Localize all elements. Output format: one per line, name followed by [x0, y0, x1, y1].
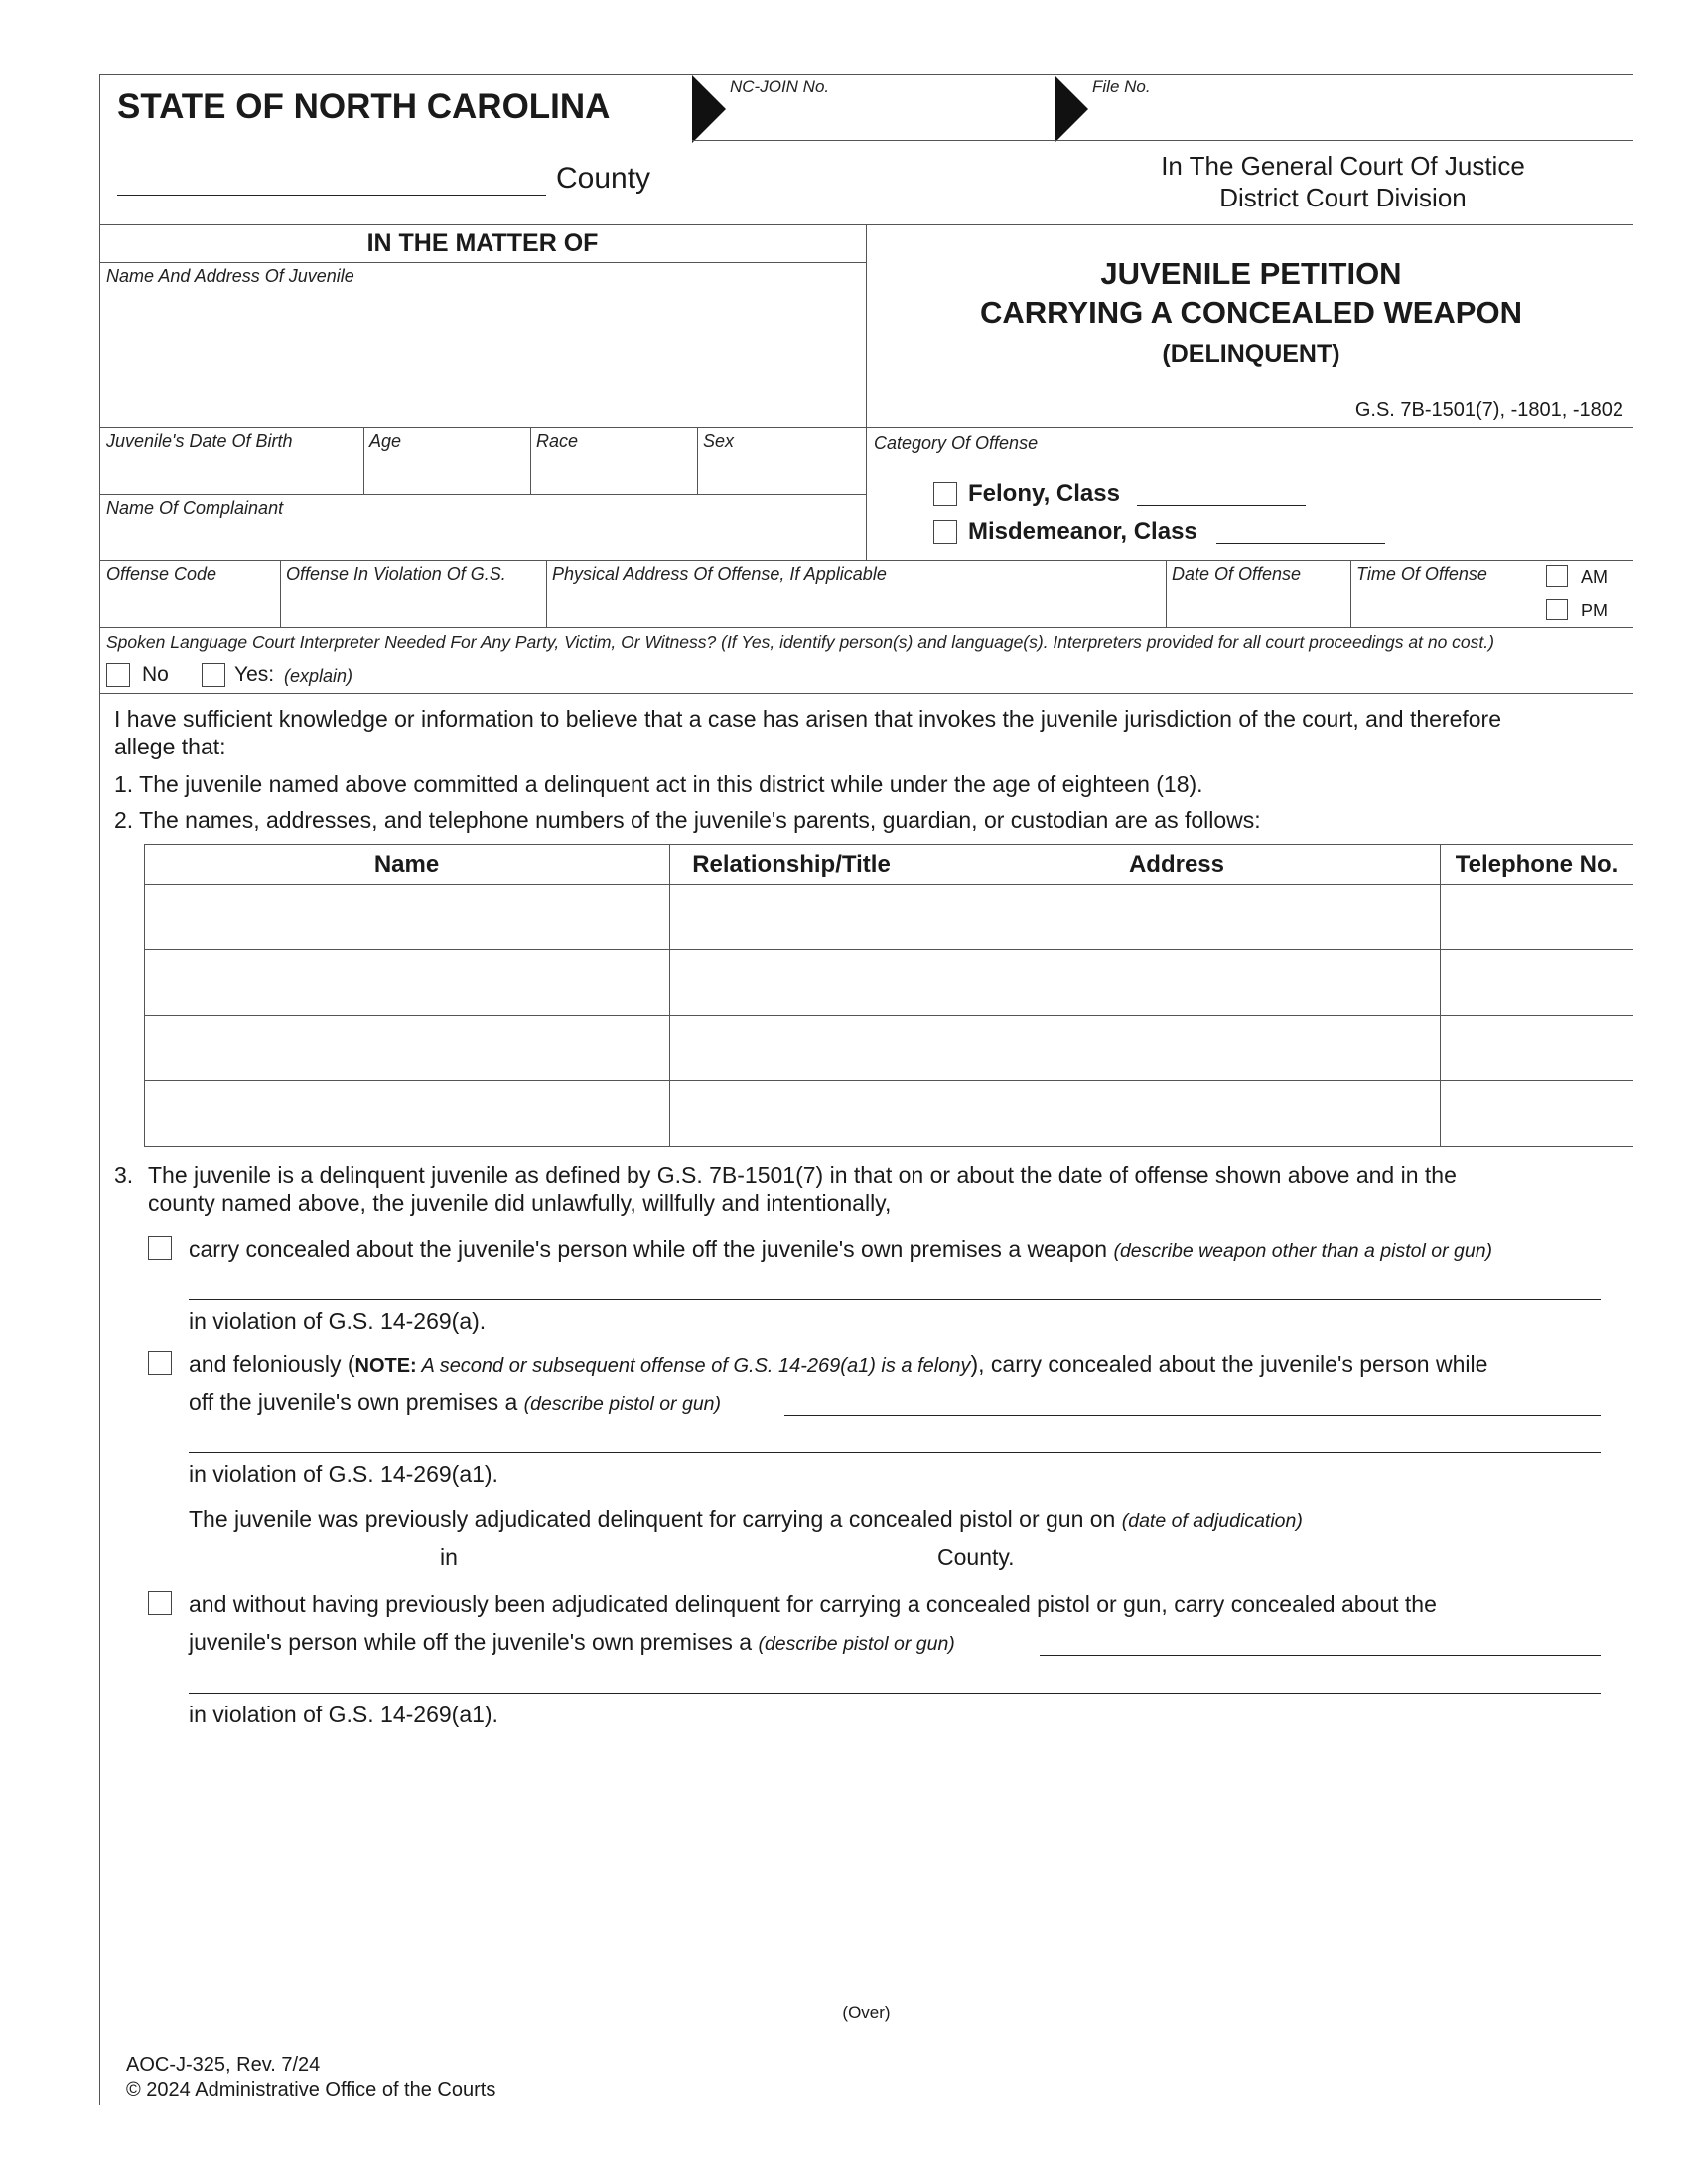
- offense-code-label: Offense Code: [106, 564, 217, 584]
- option-first-offense-checkbox[interactable]: [148, 1591, 172, 1615]
- table-rule: [144, 844, 1633, 845]
- over-indicator: (Over): [842, 2003, 891, 2022]
- prior-county-label: County.: [937, 1544, 1015, 1570]
- table-cell-telephone[interactable]: [1447, 1086, 1628, 1142]
- rule: [99, 494, 866, 495]
- table-cell-relationship[interactable]: [676, 889, 907, 945]
- option-first-offense-hint: (describe pistol or gun): [758, 1633, 955, 1655]
- first-offense-pistol-description-field-2[interactable]: [189, 1693, 1601, 1694]
- table-cell-address[interactable]: [920, 1021, 1433, 1076]
- table-rule: [669, 844, 670, 1146]
- option-first-offense-line1: and without having previously been adjudicated delinquent for carrying a concealed pistol or gun, carry concealed about the: [189, 1591, 1437, 1617]
- table-cell-relationship[interactable]: [676, 955, 907, 1011]
- option-first-offense-line2: juvenile's person while off the juvenile's own premises a (describe pistol or gun): [189, 1629, 955, 1655]
- table-rule: [1440, 844, 1441, 1146]
- misdemeanor-checkbox[interactable]: [933, 520, 957, 544]
- option-first-offense-violation: in violation of G.S. 14-269(a1).: [189, 1702, 498, 1727]
- pm-label: PM: [1581, 601, 1608, 620]
- top-rule: [99, 74, 1633, 75]
- sex-field[interactable]: [703, 453, 862, 490]
- court-line1: In The General Court Of Justice: [1161, 151, 1525, 181]
- category-label: Category Of Offense: [874, 433, 1039, 453]
- option-felonious-hint: (describe pistol or gun): [523, 1393, 721, 1415]
- complainant-field[interactable]: [106, 520, 861, 556]
- form-title-line2: CARRYING A CONCEALED WEAPON: [980, 295, 1522, 330]
- court-line2: District Court Division: [1219, 183, 1467, 212]
- nc-join-arrow-icon: [692, 75, 726, 143]
- prior-in-label: in: [440, 1544, 458, 1570]
- pm-checkbox[interactable]: [1546, 599, 1568, 620]
- am-checkbox[interactable]: [1546, 565, 1568, 587]
- allegation-1: 1. The juvenile named above committed a delinquent act in this district while under the age of eighteen (18).: [114, 771, 1203, 797]
- divider: [697, 427, 698, 494]
- table-rule: [144, 1080, 1633, 1081]
- interpreter-question: Spoken Language Court Interpreter Needed For Any Party, Victim, Or Witness? (If Yes, identify person(s) and language(s). Interpreters provided for all court proceedings at no cost.): [106, 632, 1494, 652]
- age-label: Age: [369, 431, 402, 451]
- offense-time-field[interactable]: [1356, 588, 1535, 621]
- table-rule: [144, 844, 145, 1146]
- file-no-label: File No.: [1092, 77, 1151, 96]
- rule: [99, 693, 1633, 694]
- divider: [280, 560, 281, 627]
- table-cell-address[interactable]: [920, 1086, 1433, 1142]
- rule: [99, 560, 1633, 561]
- felony-class-field[interactable]: [1137, 505, 1306, 506]
- table-rule: [144, 949, 1633, 950]
- intro-line1: I have sufficient knowledge or information to believe that a case has arisen that invokes the juvenile jurisdiction of the court, and therefore: [114, 706, 1502, 732]
- table-cell-telephone[interactable]: [1447, 1021, 1628, 1076]
- table-rule: [144, 1146, 1633, 1147]
- column-header-address: Address: [1128, 851, 1225, 878]
- note-label: NOTE:: [354, 1355, 417, 1377]
- misdemeanor-class-field[interactable]: [1216, 543, 1385, 544]
- allegation-2: 2. The names, addresses, and telephone numbers of the juvenile's parents, guardian, or custodian are as follows:: [114, 807, 1261, 833]
- table-cell-relationship[interactable]: [676, 1086, 907, 1142]
- offense-time-label: Time Of Offense: [1356, 564, 1487, 584]
- table-cell-name[interactable]: [151, 1021, 662, 1076]
- age-field[interactable]: [369, 453, 526, 490]
- table-cell-name[interactable]: [151, 889, 662, 945]
- am-label: AM: [1581, 567, 1608, 587]
- allegation-3-line2: county named above, the juvenile did unlawfully, willfully and intentionally,: [148, 1190, 892, 1216]
- form-title-line3: (DELINQUENT): [1162, 341, 1340, 368]
- felony-checkbox[interactable]: [933, 482, 957, 506]
- option-weapon-hint: (describe weapon other than a pistol or gun): [1113, 1240, 1493, 1262]
- offense-gs-field[interactable]: [286, 588, 542, 621]
- matter-heading: IN THE MATTER OF: [366, 229, 599, 257]
- offense-date-label: Date Of Offense: [1172, 564, 1302, 584]
- table-rule: [144, 884, 1633, 885]
- dob-label: Juvenile's Date Of Birth: [106, 431, 293, 451]
- felonious-pistol-description-field-2[interactable]: [189, 1452, 1601, 1453]
- table-cell-name[interactable]: [151, 955, 662, 1011]
- divider: [1350, 560, 1351, 627]
- race-label: Race: [536, 431, 579, 451]
- allegation-3-line1: The juvenile is a delinquent juvenile as defined by G.S. 7B-1501(7) in that on or about the date of offense shown above and in the: [148, 1162, 1457, 1188]
- complainant-label: Name Of Complainant: [106, 498, 284, 518]
- divider: [363, 427, 364, 494]
- table-cell-telephone[interactable]: [1447, 955, 1628, 1011]
- nc-join-label: NC-JOIN No.: [730, 77, 830, 96]
- rule: [692, 140, 1633, 141]
- option-felonious-violation: in violation of G.S. 14-269(a1).: [189, 1461, 498, 1487]
- interpreter-explain-field[interactable]: [367, 659, 1628, 691]
- divider: [1166, 560, 1167, 627]
- rule: [99, 427, 1633, 428]
- dob-field[interactable]: [106, 453, 359, 490]
- column-header-relationship: Relationship/Title: [692, 851, 891, 878]
- table-rule: [144, 1015, 1633, 1016]
- offense-address-field[interactable]: [552, 588, 1160, 621]
- first-offense-pistol-description-field[interactable]: [1040, 1655, 1601, 1656]
- copyright: © 2024 Administrative Office of the Courts: [126, 2079, 496, 2101]
- table-cell-address[interactable]: [920, 955, 1433, 1011]
- form-id: AOC-J-325, Rev. 7/24: [126, 2054, 321, 2076]
- option-weapon-text: carry concealed about the juvenile's person while off the juvenile's own premises a weapon (describe weapon other than a pistol or gun): [189, 1236, 1493, 1262]
- divider: [866, 224, 867, 560]
- left-margin-rule: [99, 74, 100, 2105]
- county-label: County: [556, 162, 651, 195]
- option-felonious-line2: off the juvenile's own premises a (describe pistol or gun): [189, 1389, 721, 1415]
- table-cell-address[interactable]: [920, 889, 1433, 945]
- juvenile-name-address-label: Name And Address Of Juvenile: [106, 266, 354, 286]
- rule: [99, 262, 866, 263]
- statute-reference: G.S. 7B-1501(7), -1801, -1802: [1354, 399, 1623, 421]
- offense-address-label: Physical Address Of Offense, If Applicable: [552, 564, 887, 584]
- rule: [99, 627, 1633, 628]
- divider: [530, 427, 531, 494]
- interpreter-yes-label: Yes:: [234, 663, 275, 686]
- race-field[interactable]: [536, 453, 693, 490]
- file-no-arrow-icon: [1055, 75, 1088, 143]
- column-header-name: Name: [373, 851, 440, 878]
- interpreter-explain-hint: (explain): [284, 666, 353, 686]
- option-weapon-checkbox[interactable]: [148, 1236, 172, 1260]
- felonious-pistol-description-field[interactable]: [784, 1415, 1601, 1416]
- file-no-field[interactable]: [1092, 97, 1628, 137]
- interpreter-no-label: No: [142, 663, 169, 686]
- juvenile-name-address-field[interactable]: [106, 290, 861, 423]
- misdemeanor-label: Misdemeanor, Class: [968, 518, 1197, 545]
- table-cell-relationship[interactable]: [676, 1021, 907, 1076]
- offense-gs-label: Offense In Violation Of G.S.: [286, 564, 506, 584]
- weapon-description-field[interactable]: [189, 1299, 1601, 1300]
- option-weapon-violation: in violation of G.S. 14-269(a).: [189, 1308, 487, 1334]
- interpreter-no-checkbox[interactable]: [106, 663, 130, 687]
- nc-join-field[interactable]: [730, 97, 1053, 137]
- column-header-telephone: Telephone No.: [1455, 851, 1618, 878]
- county-field[interactable]: [117, 195, 546, 196]
- allegation-3-number: 3.: [114, 1162, 134, 1188]
- option-felonious-text: and feloniously (NOTE: A second or subsequent offense of G.S. 14-269(a1) is a felony), carry concealed about the juvenile's person while: [189, 1351, 1488, 1377]
- felony-label: Felony, Class: [968, 480, 1120, 507]
- interpreter-yes-checkbox[interactable]: [202, 663, 225, 687]
- offense-date-field[interactable]: [1172, 588, 1346, 621]
- sex-label: Sex: [703, 431, 735, 451]
- option-felonious-checkbox[interactable]: [148, 1351, 172, 1375]
- table-cell-telephone[interactable]: [1447, 889, 1628, 945]
- divider: [546, 560, 547, 627]
- offense-code-field[interactable]: [106, 588, 275, 621]
- form-title-line1: JUVENILE PETITION: [1100, 256, 1402, 291]
- prior-adjudication-text: The juvenile was previously adjudicated delinquent for carrying a concealed pistol or gun on (date of adjudication): [189, 1506, 1303, 1532]
- prior-adjudication-hint: (date of adjudication): [1121, 1510, 1303, 1532]
- state-title: STATE OF NORTH CAROLINA: [117, 87, 611, 126]
- table-cell-name[interactable]: [151, 1086, 662, 1142]
- intro-line2: allege that:: [114, 734, 226, 759]
